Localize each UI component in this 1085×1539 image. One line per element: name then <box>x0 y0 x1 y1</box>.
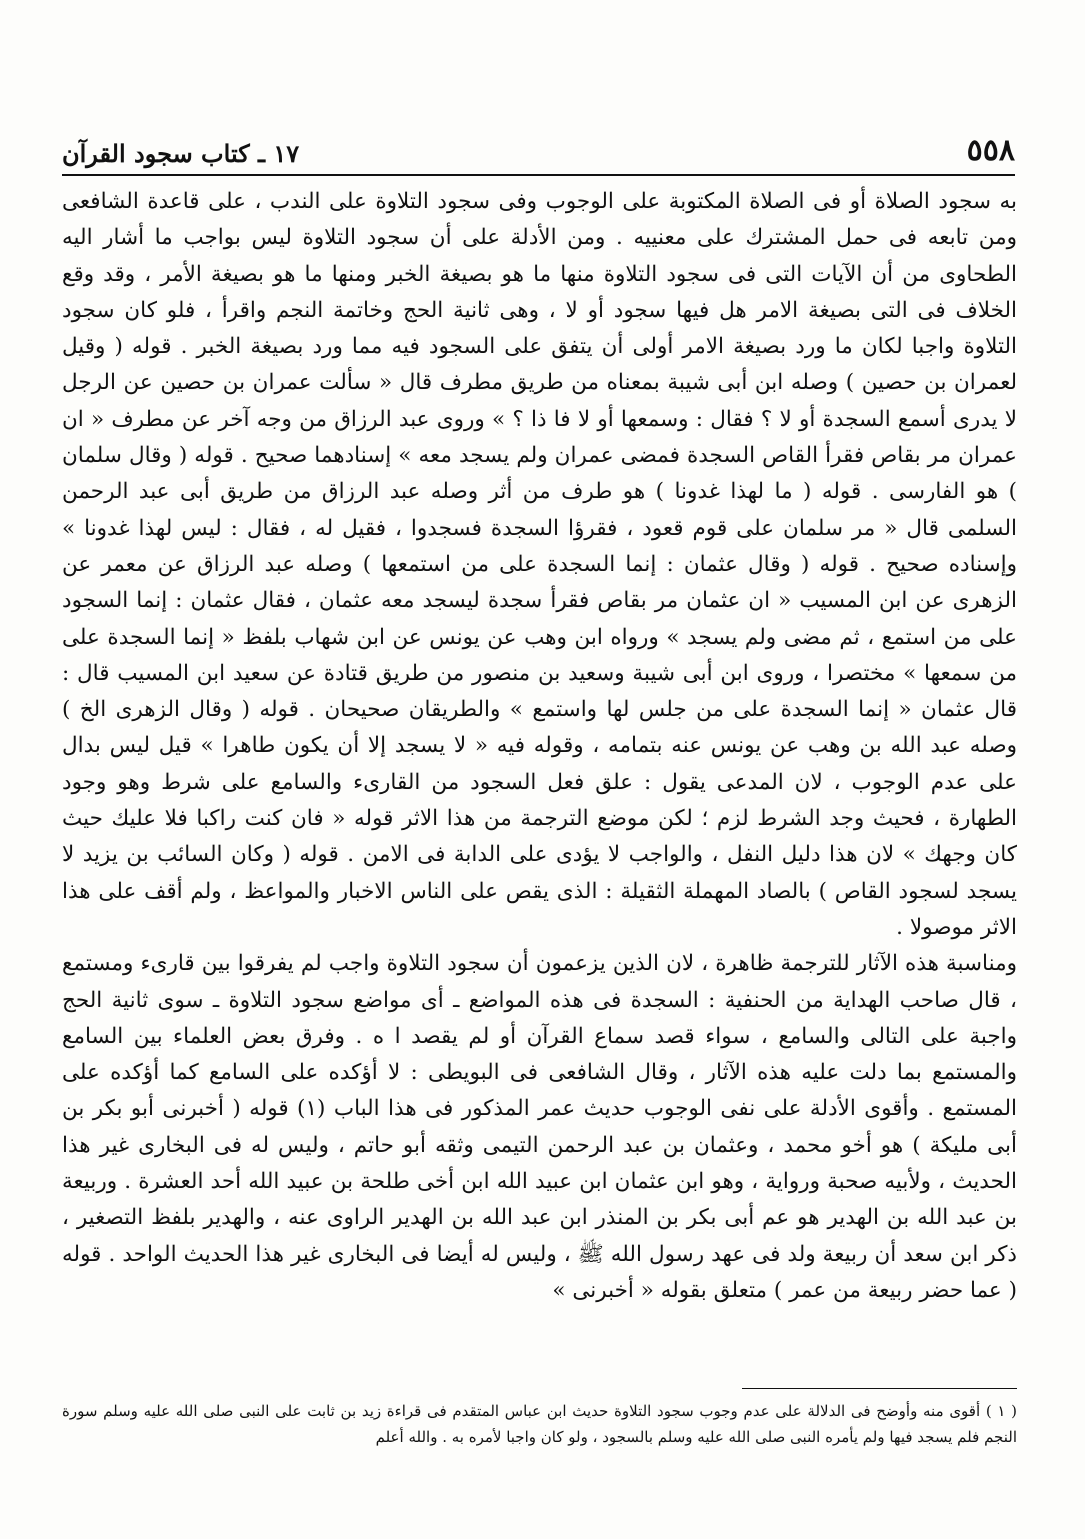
chapter-title: ١٧ ـ كتاب سجود القرآن <box>62 139 300 168</box>
header-divider <box>62 174 1015 176</box>
page-header <box>62 128 1015 168</box>
body-paragraph-1: به سجود الصلاة أو فى الصلاة المكتوبة على الوجوب وفى سجود التلاوة على الندب ، على قاعدة الشافعى ومن تابعه فى حمل المشترك على معنييه . ومن الأدلة على أن سجود التلاوة ليس بواجب ما أشار اليه الطحاوى من أن الآيات التى فى سجود التلاوة منها ما هو بصيغة الخبر ومنها ما هو بصيغة الأمر ، وقد وقع الخلاف فى التى بصيغة الامر هل فيها سجود أو لا ، وهى ثانية الحج وخاتمة النجم واقرأ ، فلو كان سجود التلاوة واجبا لكان ما ورد بصيغة الامر أولى أن يتفق على السجود فيه مما ورد بصيغة الخبر . قوله ( وقيل لعمران بن حصين ) وصله ابن أبى شيبة بمعناه من طريق مطرف قال « سألت عمران بن حصين عن الرجل لا يدرى أسمع السجدة أو لا ؟ فقال : وسمعها أو لا فا ذا ؟ » وروى عبد الرزاق من وجه آخر عن مطرف « ان عمران مر بقاص فقرأ القاص السجدة فمضى عمران ولم يسجد معه » إسنادهما صحيح . قوله ( وقال سلمان ) هو الفارسى . قوله ( ما لهذا غدونا ) هو طرف من أثر وصله عبد الرزاق من طريق أبى عبد الرحمن السلمى قال « مر سلمان على قوم قعود ، فقرؤا السجدة فسجدوا ، فقيل له ، فقال : ليس لهذا غدونا » وإسناده صحيح . قوله ( وقال عثمان : إنما السجدة على من استمعها ) وصله عبد الرزاق عن معمر عن الزهرى عن ابن المسيب « ان عثمان مر بقاص فقرأ سجدة ليسجد معه عثمان ، فقال عثمان : إنما السجود على من استمع ، ثم مضى ولم يسجد » ورواه ابن وهب عن يونس عن ابن شهاب بلفظ « إنما السجدة على من سمعها » مختصرا ، وروى ابن أبى شيبة وسعيد بن منصور من طريق قتادة عن سعيد ابن المسيب قال : قال عثمان « إنما السجدة على من جلس لها واستمع » والطريقان صحيحان . قوله ( وقال الزهرى الخ ) وصله عبد الله بن وهب عن يونس عنه بتمامه ، وقوله فيه « لا يسجد إلا أن يكون طاهرا » قيل ليس بدال على عدم الوجوب ، لان المدعى يقول : علق فعل السجود من القارىء والسامع على شرط وهو وجود الطهارة ، فحيث وجد الشرط لزم ؛ لكن موضع الترجمة من هذا الاثر قوله « فان كنت راكبا فلا عليك حيث كان وجهك » لان هذا دليل النفل ، والواجب لا يؤدى على الدابة فى الامن . قوله ( وكان السائب بن يزيد لا يسجد لسجود القاص ) بالصاد المهملة الثقيلة : الذى يقص على الناس الاخبار والمواعظ ، ولم أقف على هذا الاثر موصولا . <box>62 189 1017 940</box>
main-text <box>62 184 1017 1380</box>
footnote-divider <box>742 1388 1017 1389</box>
footnote: ( ١ ) أقوى منه وأوضح فى الدلالة على عدم وجوب سجود التلاوة حديث ابن عباس المتقدم فى قراءة زيد بن ثابت على النبى صلى الله عليه وسلم سورة النجم فلم يسجد فيها ولم يأمره النبى صلى الله عليه وسلم بالسجود ، ولو كان واجبا لأمره به . والله أعلم <box>62 1402 1017 1446</box>
page-number: ٥٥٨ <box>966 133 1015 168</box>
body-paragraph-2: ومناسبة هذه الآثار للترجمة ظاهرة ، لان الذين يزعمون أن سجود التلاوة واجب لم يفرقوا بين قارىء ومستمع ، قال صاحب الهداية من الحنفية : السجدة فى هذه المواضع ـ أى مواضع سجود التلاوة ـ سوى ثانية الحج واجبة على التالى والسامع ، سواء قصد سماع القرآن أو لم يقصد ا ه . وفرق بعض العلماء بين السامع والمستمع بما دلت عليه هذه الآثار ، وقال الشافعى فى البويطى : لا أؤكده على السامع كما أؤكده على المستمع . وأقوى الأدلة على نفى الوجوب حديث عمر المذكور فى هذا الباب (١) قوله ( أخبرنى أبو بكر بن أبى مليكة ) هو أخو محمد ، وعثمان بن عبد الرحمن التيمى وثقه أبو حاتم ، وليس له فى البخارى غير هذا الحديث ، ولأبيه صحبة ورواية ، وهو ابن عثمان ابن عبيد الله ابن أخى طلحة بن عبيد الله أحد العشرة . وربيعة بن عبد الله بن الهدير هو عم أبى بكر بن المنذر ابن عبد الله بن الهدير الراوى عنه ، والهدير بلفظ التصغير ، ذكر ابن سعد أن ربيعة ولد فى عهد رسول الله ﷺ ، وليس له أيضا فى البخارى غير هذا الحديث الواحد . قوله ( عما حضر ربيعة من عمر ) متعلق بقوله « أخبرنى » <box>62 951 1017 1303</box>
